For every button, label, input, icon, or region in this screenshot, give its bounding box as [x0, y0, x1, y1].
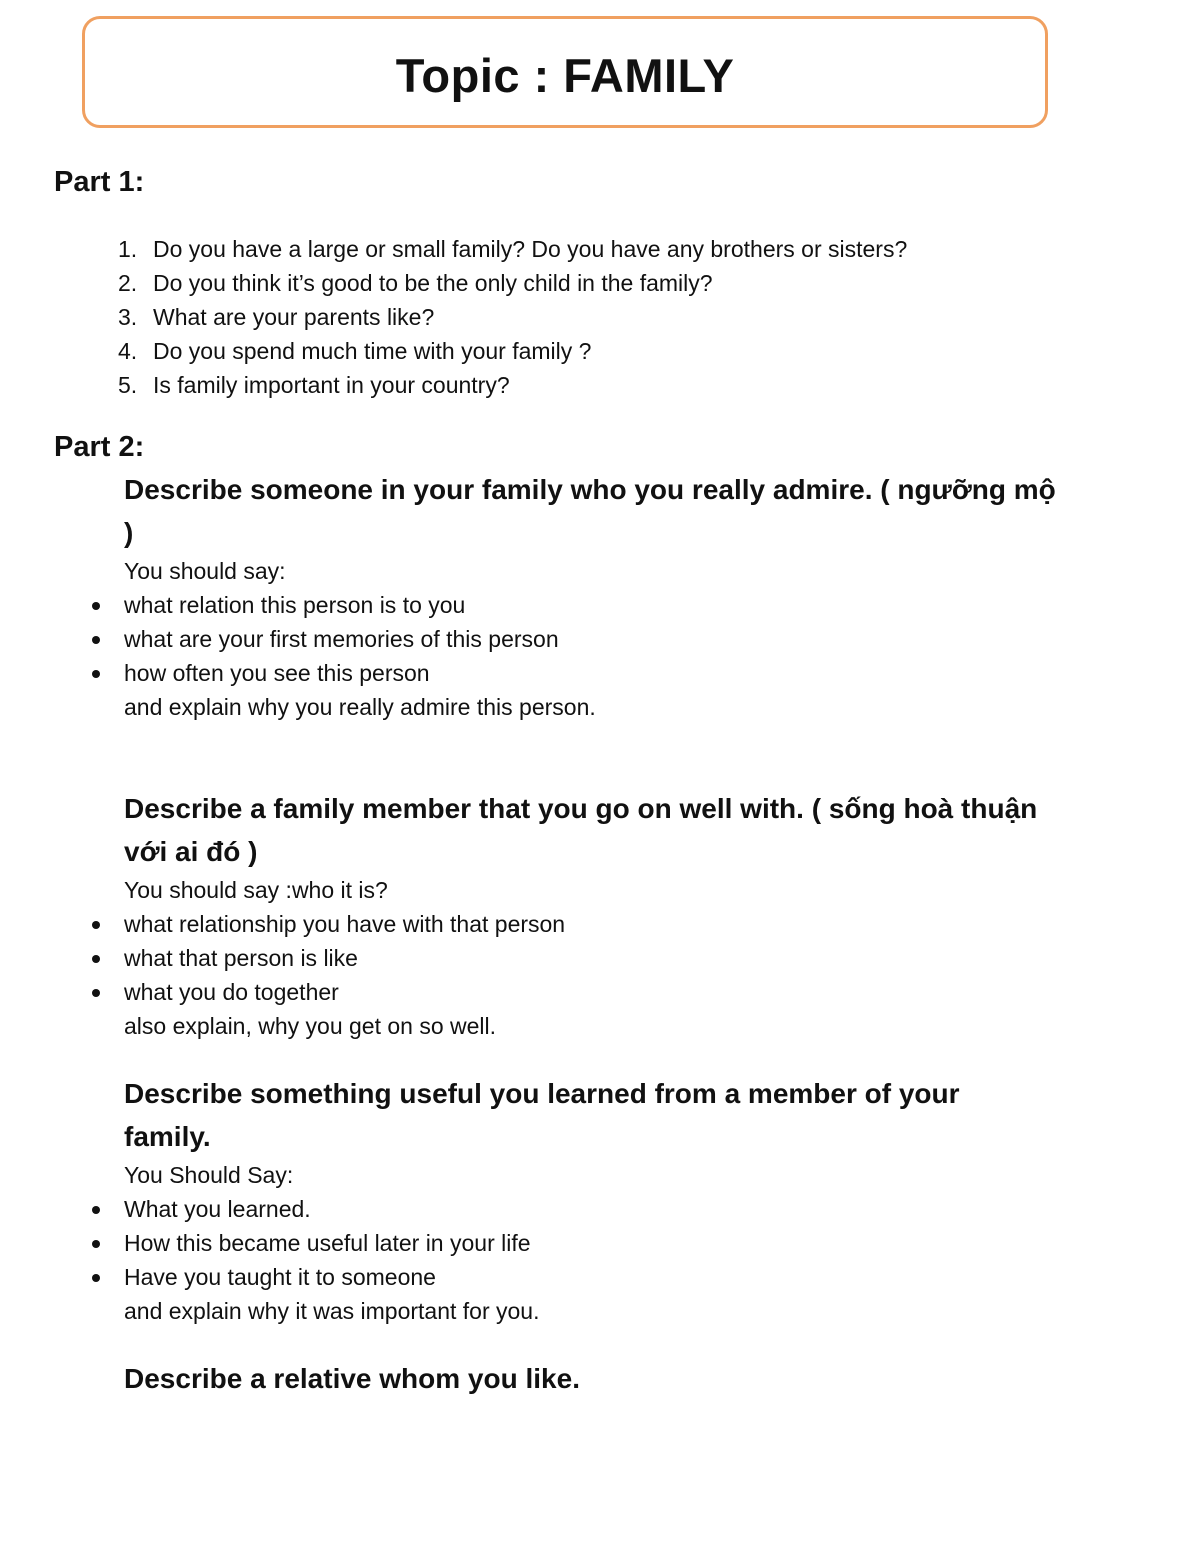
question-text: Do you have a large or small family? Do you have any brothers or sisters?: [153, 236, 908, 262]
part2-heading: Part 2:: [54, 431, 145, 463]
cue-card-title: Describe something useful you learned from a member of your family.: [124, 1078, 960, 1152]
part1-heading: Part 1:: [54, 166, 145, 198]
bullet-dot-icon: [92, 1274, 100, 1282]
cue-card-intro: [0, 1158, 1100, 1192]
cue-card-intro-text: You should say:: [124, 558, 286, 584]
cue-bullet: [0, 907, 1100, 941]
cue-bullet: [0, 656, 1100, 690]
cue-bullet-text: what you do together: [124, 979, 339, 1005]
bullet-dot-icon: [92, 1240, 100, 1248]
cue-card-title: Describe someone in your family who you really admire. ( ngưỡng mộ ): [124, 474, 1056, 548]
bullet-dot-icon: [92, 602, 100, 610]
question-number: 3.: [118, 304, 138, 330]
cue-bullet: [0, 1226, 1100, 1260]
bullet-dot-icon: [92, 989, 100, 997]
bullet-dot-icon: [92, 921, 100, 929]
cue-card-intro: [0, 873, 1100, 907]
cue-bullet-text: Have you taught it to someone: [124, 1264, 436, 1290]
cue-bullet: [0, 1192, 1100, 1226]
bullet-dot-icon: [92, 1206, 100, 1214]
cue-bullet-text: what relation this person is to you: [124, 592, 466, 618]
cue-bullet-text: what relationship you have with that person: [124, 911, 566, 937]
cue-bullet: [0, 1260, 1100, 1294]
cue-bullet-text: what are your first memories of this person: [124, 626, 559, 652]
question-text: What are your parents like?: [153, 304, 435, 330]
question-text: Do you think it’s good to be the only child in the family?: [153, 270, 713, 296]
question-text: Is family important in your country?: [153, 372, 510, 398]
cue-card-closing: [0, 690, 1100, 724]
cue-bullet-text: What you learned.: [124, 1196, 311, 1222]
question-number: 5.: [118, 372, 138, 398]
cue-card-3: [0, 1072, 1100, 1328]
cue-card-title: Describe a family member that you go on well with. ( sống hoà thuận với ai đó ): [124, 793, 1038, 867]
cue-bullet-text: what that person is like: [124, 945, 358, 971]
cue-bullet-text: how often you see this person: [124, 660, 430, 686]
question-number: 1.: [118, 236, 138, 262]
question-number: 4.: [118, 338, 138, 364]
cue-bullet: [0, 941, 1100, 975]
bullet-dot-icon: [92, 670, 100, 678]
cue-card-2: [0, 787, 1100, 1043]
cue-bullet: [0, 588, 1100, 622]
cue-card-intro-text: You Should Say:: [124, 1162, 294, 1188]
page-title: Topic : FAMILY: [395, 49, 735, 102]
question-text: Do you spend much time with your family ?: [153, 338, 592, 364]
cue-card-closing-text: and explain why it was important for you.: [124, 1298, 540, 1324]
cue-card-intro: [0, 554, 1100, 588]
cue-card-1: [0, 468, 1100, 724]
title-box: [82, 16, 1048, 128]
cue-card-title: Describe a relative whom you like.: [124, 1363, 580, 1394]
cue-card-closing: [0, 1294, 1100, 1328]
question-number: 2.: [118, 270, 138, 296]
cue-card-4: [0, 1357, 1100, 1400]
bullet-dot-icon: [92, 636, 100, 644]
cue-card-closing: [0, 1009, 1100, 1043]
cue-card-closing-text: and explain why you really admire this person.: [124, 694, 596, 720]
bullet-dot-icon: [92, 955, 100, 963]
cue-card-intro-text: You should say :who it is?: [124, 877, 388, 903]
cue-card-closing-text: also explain, why you get on so well.: [124, 1013, 497, 1039]
cue-bullet: [0, 622, 1100, 656]
cue-bullet: [0, 975, 1100, 1009]
cue-bullet-text: How this became useful later in your life: [124, 1230, 531, 1256]
